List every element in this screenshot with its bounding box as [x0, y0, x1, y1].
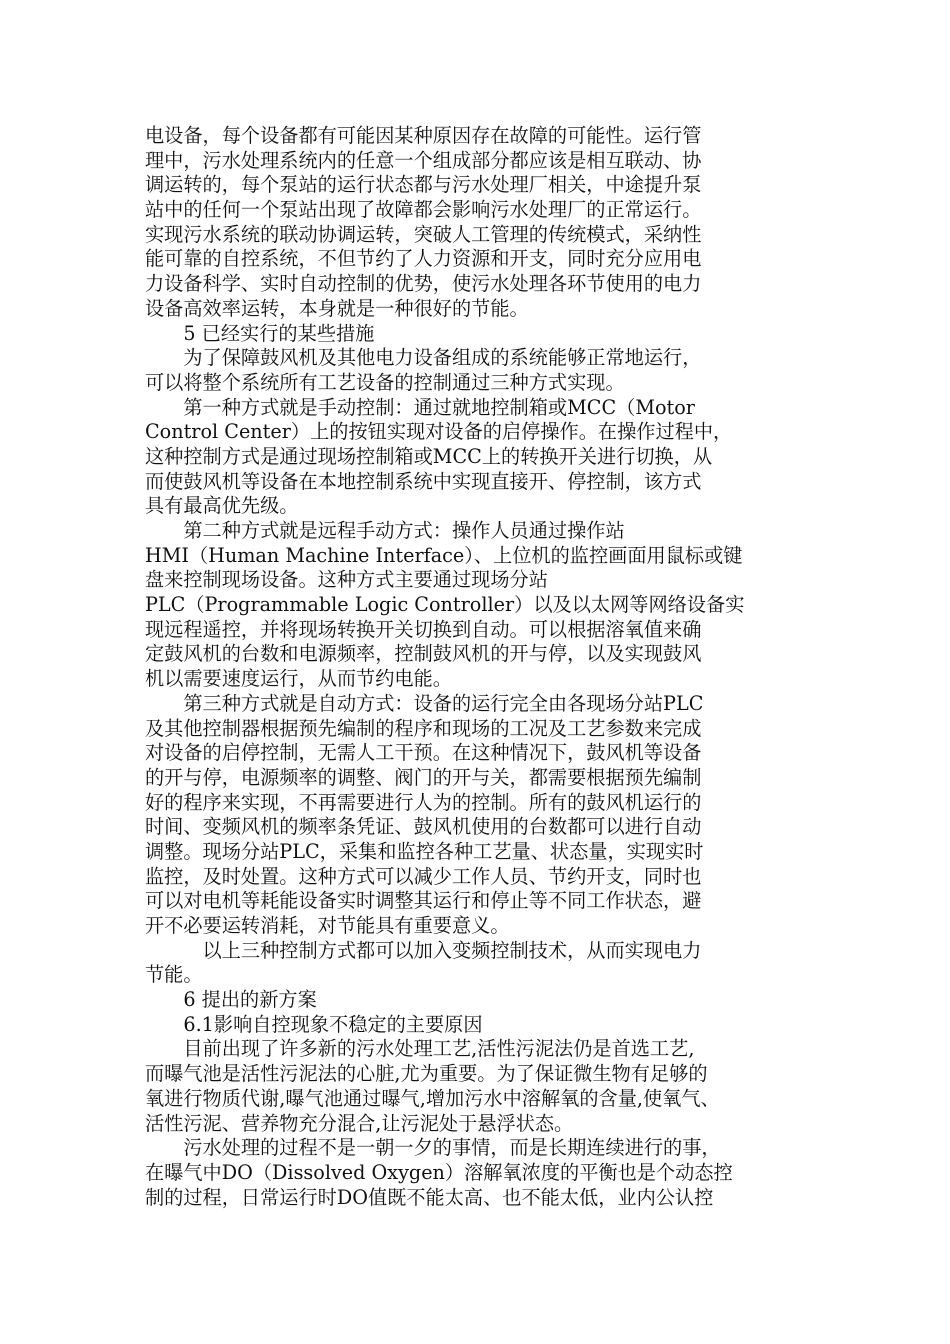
text-line: 时间、变频风机的频率条凭证、鼓风机使用的台数都可以进行自动	[145, 815, 702, 839]
text-line: PLC（Programmable Logic Controller）以及以太网等网络设备实	[145, 593, 745, 617]
text-line: 第一种方式就是手动控制：通过就地控制箱或MCC（Motor	[145, 395, 695, 419]
text-line: 在曝气中DO（Dissolved Oxygen）溶解氧浓度的平衡也是个动态控	[145, 1160, 733, 1184]
text-line: 力设备科学、实时自动控制的优势，使污水处理各环节使用的电力	[145, 272, 702, 296]
text-line: 氧进行物质代谢,曝气池通过曝气,增加污水中溶解氧的含量,使氧气、	[145, 1086, 720, 1110]
text-line: 调整。现场分站PLC，采集和监控各种工艺量、状态量，实现实时	[145, 839, 704, 863]
text-line: 而曝气池是活性污泥法的心脏,尤为重要。为了保证微生物有足够的	[145, 1062, 708, 1086]
text-line: 对设备的启停控制，无需人工干预。在这种情况下，鼓风机等设备	[145, 741, 702, 765]
text-line: 开不必要运转消耗，对节能具有重要意义。	[145, 914, 510, 937]
text-line: 这种控制方式是通过现场控制箱或MCC上的转换开关进行切换，从	[145, 444, 713, 468]
text-line: 目前出现了许多新的污水处理工艺,活性污泥法仍是首选工艺,	[145, 1037, 695, 1061]
text-line: 5 已经实行的某些措施	[145, 321, 375, 345]
text-line: 的开与停，电源频率的调整、阀门的开与关，都需要根据预先编制	[145, 765, 702, 789]
text-line: 理中，污水处理系统内的任意一个组成部分都应该是相互联动、协	[145, 148, 702, 172]
text-line: 可以对电机等耗能设备实时调整其运行和停止等不同工作状态，避	[145, 889, 702, 913]
text-line: 为了保障鼓风机及其他电力设备组成的系统能够正常地运行，	[145, 346, 702, 370]
text-line: 制的过程，日常运行时DO值既不能太高、也不能太低，业内公认控	[145, 1185, 714, 1209]
text-line: 机以需要速度运行，从而节约电能。	[145, 667, 452, 691]
text-line: 站中的任何一个泵站出现了故障都会影响污水处理厂的正常运行。	[145, 198, 702, 222]
text-line: 设备高效率运转，本身就是一种很好的节能。	[145, 296, 529, 320]
text-line: 污水处理的过程不是一朝一夕的事情，而是长期连续进行的事，	[145, 1136, 721, 1160]
text-line: 以上三种控制方式都可以加入变频控制技术，从而实现电力	[145, 938, 702, 962]
text-line: 实现污水系统的联动协调运转，突破人工管理的传统模式，采纳性	[145, 222, 702, 246]
text-line: 定鼓风机的台数和电源频率，控制鼓风机的开与停，以及实现鼓风	[145, 642, 702, 666]
text-line: 盘来控制现场设备。这种方式主要通过现场分站	[145, 568, 548, 592]
text-line: 6 提出的新方案	[145, 988, 317, 1012]
text-line: Control Center）上的按钮实现对设备的启停操作。在操作过程中，	[145, 420, 733, 444]
text-line: 及其他控制器根据预先编制的程序和现场的工况及工艺参数来完成	[145, 716, 702, 740]
text-line: 而使鼓风机等设备在本地控制系统中实现直接开、停控制，该方式	[145, 469, 702, 493]
text-line: 第三种方式就是自动方式：设备的运行完全由各现场分站PLC	[145, 691, 704, 715]
text-line: 可以将整个系统所有工艺设备的控制通过三种方式实现。	[145, 370, 625, 394]
text-line: 能可靠的自控系统，不但节约了人力资源和开支，同时充分应用电	[145, 247, 702, 271]
text-line: 调运转的，每个泵站的运行状态都与污水处理厂相关，中途提升泵	[145, 173, 702, 197]
text-line: 电设备，每个设备都有可能因某种原因存在故障的可能性。运行管	[145, 124, 702, 147]
text-line: 现远程遥控，并将现场转换开关切换到自动。可以根据溶氧值来确	[145, 617, 702, 641]
text-line: 具有最高优先级。	[145, 494, 299, 518]
text-line: 节能。	[145, 963, 203, 987]
text-line: 活性污泥、营养物充分混合,让污泥处于悬浮状态。	[145, 1111, 574, 1135]
text-line: 好的程序来实现，不再需要进行人为的控制。所有的鼓风机运行的	[145, 790, 702, 814]
text-line: 监控，及时处置。这种方式可以减少工作人员、节约开支，同时也	[145, 864, 702, 888]
text-line: 6.1影响自控现象不稳定的主要原因	[145, 1012, 483, 1036]
text-line: 第二种方式就是远程手动方式：操作人员通过操作站	[145, 519, 625, 542]
document-body	[145, 124, 807, 1210]
text-line: HMI（Human Machine Interface）、上位机的监控画面用鼠标或键	[145, 543, 743, 567]
